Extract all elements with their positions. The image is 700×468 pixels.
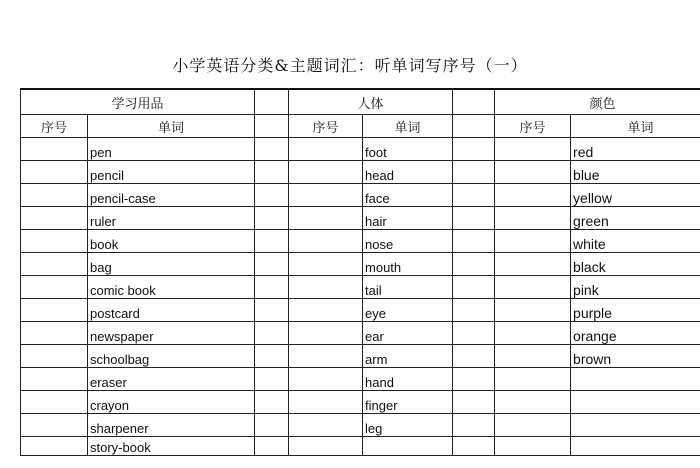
word-cell: white bbox=[571, 230, 700, 253]
table-row bbox=[21, 437, 700, 456]
word-cell bbox=[571, 391, 700, 414]
spacer-cell bbox=[255, 368, 289, 391]
word-cell: sharpener bbox=[88, 414, 255, 437]
word-cell: purple bbox=[571, 299, 700, 322]
spacer-cell bbox=[255, 322, 289, 345]
word-cell: yellow bbox=[571, 184, 700, 207]
index-cell[interactable] bbox=[21, 161, 88, 184]
word-cell: arm bbox=[363, 345, 453, 368]
index-cell[interactable] bbox=[289, 184, 363, 207]
index-cell[interactable] bbox=[21, 299, 88, 322]
table-row bbox=[21, 138, 700, 161]
category-body: 人体 bbox=[289, 89, 453, 115]
index-cell[interactable] bbox=[495, 414, 571, 437]
word-cell bbox=[571, 368, 700, 391]
word-cell: eraser bbox=[88, 368, 255, 391]
word-cell: comic book bbox=[88, 276, 255, 299]
spacer-cell bbox=[255, 230, 289, 253]
spacer-cell bbox=[453, 276, 495, 299]
index-cell[interactable] bbox=[495, 345, 571, 368]
word-cell: foot bbox=[363, 138, 453, 161]
header-index: 序号 bbox=[495, 115, 571, 138]
spacer-cell bbox=[255, 253, 289, 276]
index-cell[interactable] bbox=[495, 276, 571, 299]
index-cell[interactable] bbox=[495, 138, 571, 161]
index-cell[interactable] bbox=[21, 207, 88, 230]
word-cell: leg bbox=[363, 414, 453, 437]
spacer-cell bbox=[453, 322, 495, 345]
index-cell[interactable] bbox=[495, 391, 571, 414]
index-cell[interactable] bbox=[495, 368, 571, 391]
word-cell: schoolbag bbox=[88, 345, 255, 368]
index-cell[interactable] bbox=[289, 414, 363, 437]
index-cell[interactable] bbox=[21, 391, 88, 414]
index-cell[interactable] bbox=[289, 437, 363, 456]
index-cell[interactable] bbox=[495, 437, 571, 456]
word-cell: crayon bbox=[88, 391, 255, 414]
spacer-cell bbox=[453, 368, 495, 391]
header-word: 单词 bbox=[363, 115, 453, 138]
spacer-cell bbox=[255, 437, 289, 456]
index-cell[interactable] bbox=[495, 322, 571, 345]
word-cell: finger bbox=[363, 391, 453, 414]
word-cell: green bbox=[571, 207, 700, 230]
index-cell[interactable] bbox=[289, 345, 363, 368]
spacer-cell bbox=[255, 115, 289, 138]
word-cell: black bbox=[571, 253, 700, 276]
spacer-cell bbox=[255, 207, 289, 230]
word-cell bbox=[363, 437, 453, 456]
index-cell[interactable] bbox=[21, 184, 88, 207]
word-cell: hair bbox=[363, 207, 453, 230]
header-index: 序号 bbox=[289, 115, 363, 138]
spacer-cell bbox=[255, 414, 289, 437]
index-cell[interactable] bbox=[289, 276, 363, 299]
word-cell bbox=[571, 437, 700, 456]
index-cell[interactable] bbox=[495, 184, 571, 207]
index-cell[interactable] bbox=[289, 368, 363, 391]
page-title: 小学英语分类&主题词汇：听单词写序号（一） bbox=[172, 56, 528, 75]
category-row bbox=[21, 89, 700, 115]
spacer-cell bbox=[255, 184, 289, 207]
word-cell: eye bbox=[363, 299, 453, 322]
header-index: 序号 bbox=[21, 115, 88, 138]
spacer-cell bbox=[453, 391, 495, 414]
index-cell[interactable] bbox=[21, 230, 88, 253]
word-cell: book bbox=[88, 230, 255, 253]
index-cell[interactable] bbox=[21, 322, 88, 345]
index-cell[interactable] bbox=[289, 299, 363, 322]
header-word: 单词 bbox=[88, 115, 255, 138]
table-row bbox=[21, 322, 700, 345]
word-cell: ruler bbox=[88, 207, 255, 230]
index-cell[interactable] bbox=[21, 345, 88, 368]
word-cell: face bbox=[363, 184, 453, 207]
table-row bbox=[21, 207, 700, 230]
spacer-cell bbox=[453, 345, 495, 368]
category-colors: 颜色 bbox=[495, 89, 700, 115]
index-cell[interactable] bbox=[21, 138, 88, 161]
word-cell: head bbox=[363, 161, 453, 184]
table-row bbox=[21, 161, 700, 184]
spacer-cell bbox=[453, 299, 495, 322]
index-cell[interactable] bbox=[495, 207, 571, 230]
word-cell: postcard bbox=[88, 299, 255, 322]
word-cell: pink bbox=[571, 276, 700, 299]
spacer-cell bbox=[453, 437, 495, 456]
word-cell: nose bbox=[363, 230, 453, 253]
header-word: 单词 bbox=[571, 115, 700, 138]
spacer-cell bbox=[255, 276, 289, 299]
spacer-cell bbox=[453, 115, 495, 138]
index-cell[interactable] bbox=[21, 368, 88, 391]
table-row bbox=[21, 276, 700, 299]
word-cell: newspaper bbox=[88, 322, 255, 345]
index-cell[interactable] bbox=[289, 322, 363, 345]
category-school-supplies: 学习用品 bbox=[21, 89, 255, 115]
index-cell[interactable] bbox=[495, 161, 571, 184]
table-row bbox=[21, 345, 700, 368]
word-cell: story-book bbox=[88, 437, 255, 456]
spacer-cell bbox=[255, 89, 289, 115]
table-row bbox=[21, 253, 700, 276]
spacer-cell bbox=[453, 138, 495, 161]
index-cell[interactable] bbox=[289, 230, 363, 253]
index-cell[interactable] bbox=[21, 414, 88, 437]
word-cell: pencil-case bbox=[88, 184, 255, 207]
vocabulary-table bbox=[20, 88, 700, 456]
table-row bbox=[21, 391, 700, 414]
spacer-cell bbox=[453, 253, 495, 276]
spacer-cell bbox=[453, 89, 495, 115]
table-row bbox=[21, 230, 700, 253]
spacer-cell bbox=[255, 161, 289, 184]
header-row bbox=[21, 115, 700, 138]
word-cell: hand bbox=[363, 368, 453, 391]
word-cell: pen bbox=[88, 138, 255, 161]
spacer-cell bbox=[453, 161, 495, 184]
spacer-cell bbox=[453, 184, 495, 207]
index-cell[interactable] bbox=[289, 138, 363, 161]
table-row bbox=[21, 414, 700, 437]
index-cell[interactable] bbox=[21, 253, 88, 276]
index-cell[interactable] bbox=[495, 230, 571, 253]
word-cell: brown bbox=[571, 345, 700, 368]
word-cell: bag bbox=[88, 253, 255, 276]
index-cell[interactable] bbox=[495, 299, 571, 322]
spacer-cell bbox=[255, 391, 289, 414]
spacer-cell bbox=[255, 345, 289, 368]
table-row bbox=[21, 299, 700, 322]
table-row bbox=[21, 184, 700, 207]
index-cell[interactable] bbox=[21, 437, 88, 456]
index-cell[interactable] bbox=[289, 161, 363, 184]
word-cell: mouth bbox=[363, 253, 453, 276]
spacer-cell bbox=[453, 414, 495, 437]
spacer-cell bbox=[255, 299, 289, 322]
spacer-cell bbox=[255, 138, 289, 161]
word-cell: ear bbox=[363, 322, 453, 345]
spacer-cell bbox=[453, 230, 495, 253]
word-cell: red bbox=[571, 138, 700, 161]
word-cell bbox=[571, 414, 700, 437]
spacer-cell bbox=[453, 207, 495, 230]
word-cell: orange bbox=[571, 322, 700, 345]
index-cell[interactable] bbox=[495, 253, 571, 276]
index-cell[interactable] bbox=[21, 276, 88, 299]
index-cell[interactable] bbox=[289, 391, 363, 414]
word-cell: tail bbox=[363, 276, 453, 299]
table-row bbox=[21, 368, 700, 391]
word-cell: blue bbox=[571, 161, 700, 184]
index-cell[interactable] bbox=[289, 253, 363, 276]
word-cell: pencil bbox=[88, 161, 255, 184]
index-cell[interactable] bbox=[289, 207, 363, 230]
